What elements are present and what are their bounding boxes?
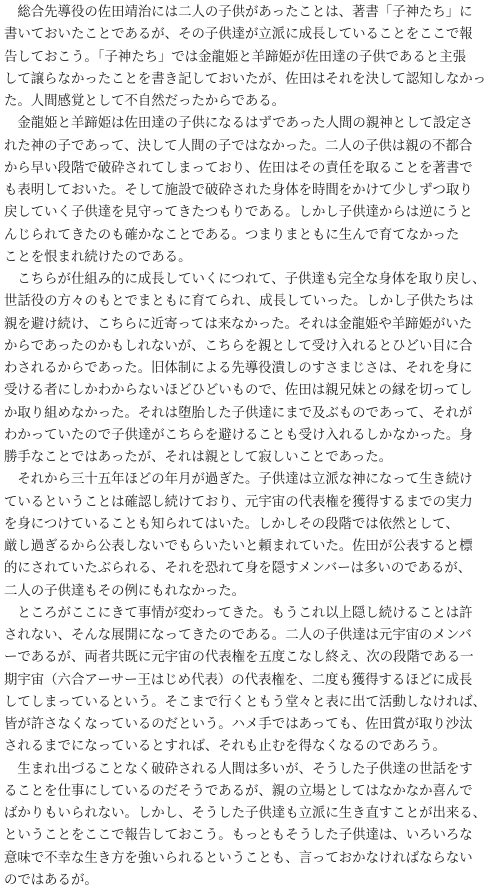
- text-line: 皆が許さなくなっているのだという。ハメ手ではあっても、佐田賞が取り沙汰: [4, 717, 473, 732]
- text-line: た。人間感覚として不自然だったからである。: [4, 94, 286, 109]
- text-line: して譲らなかったことを書き記しておいたが、佐田はそれを決して認知しなかっ: [4, 71, 487, 87]
- text-line: ことを恨まれ続けたのである。: [4, 249, 192, 265]
- text-line: ーであるが、両者共既に元宇宙の代表権を五度こなし終え、次の段階である一: [4, 650, 474, 666]
- text-line: のではあるが。: [4, 872, 98, 888]
- text-line: 二人の子供達もその例にもれなかった。: [4, 583, 246, 599]
- text-line: んじられてきたのも確かなことである。つまりまともに生んで育てなかった: [4, 227, 460, 243]
- text-line: を身につけていることも知られてはいた。しかしその段階では依然として、: [4, 516, 459, 532]
- text-line: 書いておいたことであるが、その子供達が立派に成長していることをここで報: [4, 27, 473, 43]
- text-line: 受ける者にしかわからないほどひどいもので、佐田は親兄妹との縁を切ってし: [4, 383, 473, 399]
- text-line: 世話役の方々のもとでまともに育てられ、成長していった。しかし子供たちは: [4, 294, 474, 310]
- text-line: も表明しておいた。そして施設で破砕された身体を時間をかけて少しずつ取り: [4, 183, 473, 198]
- text-line: 金龍姫と羊蹄姫は佐田達の子供になるはずであった人間の親神として設定さ: [4, 116, 473, 132]
- text-line: ところがここにきて事情が変わってきた。もうこれ以上隠し続けることは許: [4, 605, 473, 621]
- text-line: 的にされていたぶられる、それを恐れて身を隠すメンバーは多いのであるが、: [4, 561, 472, 577]
- text-line: 厳し過ぎるから公表しないでもらいたいと頼まれていた。佐田が公表すると標: [4, 539, 473, 554]
- text-line: から早い段階で破砕されてしまっており、佐田はその責任を取ることを著書で: [4, 160, 473, 176]
- text-line: 期宇宙（六合アーサー王はじめ代表）の代表権を、二度も獲得するほどに成長: [4, 672, 473, 688]
- text-line: わかっていたので子供達がこちらを避けることも受け入れるしかなかった。身: [4, 427, 473, 443]
- text-line: こちらが仕組み的に成長していくにつれて、子供達も完全な身体を取り戻し、: [4, 272, 486, 287]
- text-line: してしまっているという。そこまで行くともう堂々と表に出て活動しなければ、: [4, 694, 487, 710]
- text-line: ということをここで報告しておこう。もっともそうした子供達は、いろいろな: [4, 828, 473, 844]
- text-line: 戻していく子供達を見守ってきたつもりである。しかし子供達からは逆にうと: [4, 205, 473, 221]
- text-line: それから三十五年ほどの年月が過ぎた。子供達は立派な神になって生き続け: [4, 472, 473, 488]
- text-line: 意味で不幸な生き方を強いられるということも、言っておかなければならない: [4, 850, 473, 866]
- document-body: [4, 2, 498, 892]
- text-line: れた神の子であって、決して人間の子ではなかった。二人の子供は親の不都合: [4, 138, 473, 154]
- text-line: 告しておこう。「子神たち」では金龍姫と羊蹄姫が佐田達の子供であると主張: [4, 49, 466, 65]
- text-line: されない、そんな展開になってきたのである。二人の子供達は元宇宙のメンバ: [4, 628, 472, 643]
- text-line: からであったのかもしれないが、こちらを親として受け入れるとひどい目に合: [4, 338, 473, 354]
- text-line: ているということは確認し続けており、元宇宙の代表権を獲得するまでの実力: [4, 494, 473, 510]
- text-line: 総合先導役の佐田靖治には二人の子供があったことは、著書「子神たち」に: [4, 5, 473, 20]
- text-line: ることを仕事にしているのだそうであるが、親の立場としてはなかなか喜んで: [4, 783, 473, 799]
- text-line: されるまでになっているとすれば、それも止むを得なくなるのであろう。: [4, 739, 446, 755]
- text-line: わされるからであった。旧体制による先導役潰しのすさまじさは、それを身に: [4, 361, 473, 376]
- text-line: ばかりもいられない。しかし、そうした子供達も立派に生き直すことが出来る、: [4, 806, 487, 821]
- text-line: 勝手なことではあったが、それは親として寂しいことであった。: [4, 450, 393, 465]
- text-line: か取り組めなかった。それは堕胎した子供達にまで及ぶものであって、それが: [4, 405, 473, 421]
- text-line: 親を避け続け、こちらに近寄っては来なかった。それは金龍姫や羊蹄姫がいた: [4, 316, 473, 332]
- text-line: 生まれ出づることなく破砕される人間は多いが、そうした子供達の世話をす: [4, 761, 473, 777]
